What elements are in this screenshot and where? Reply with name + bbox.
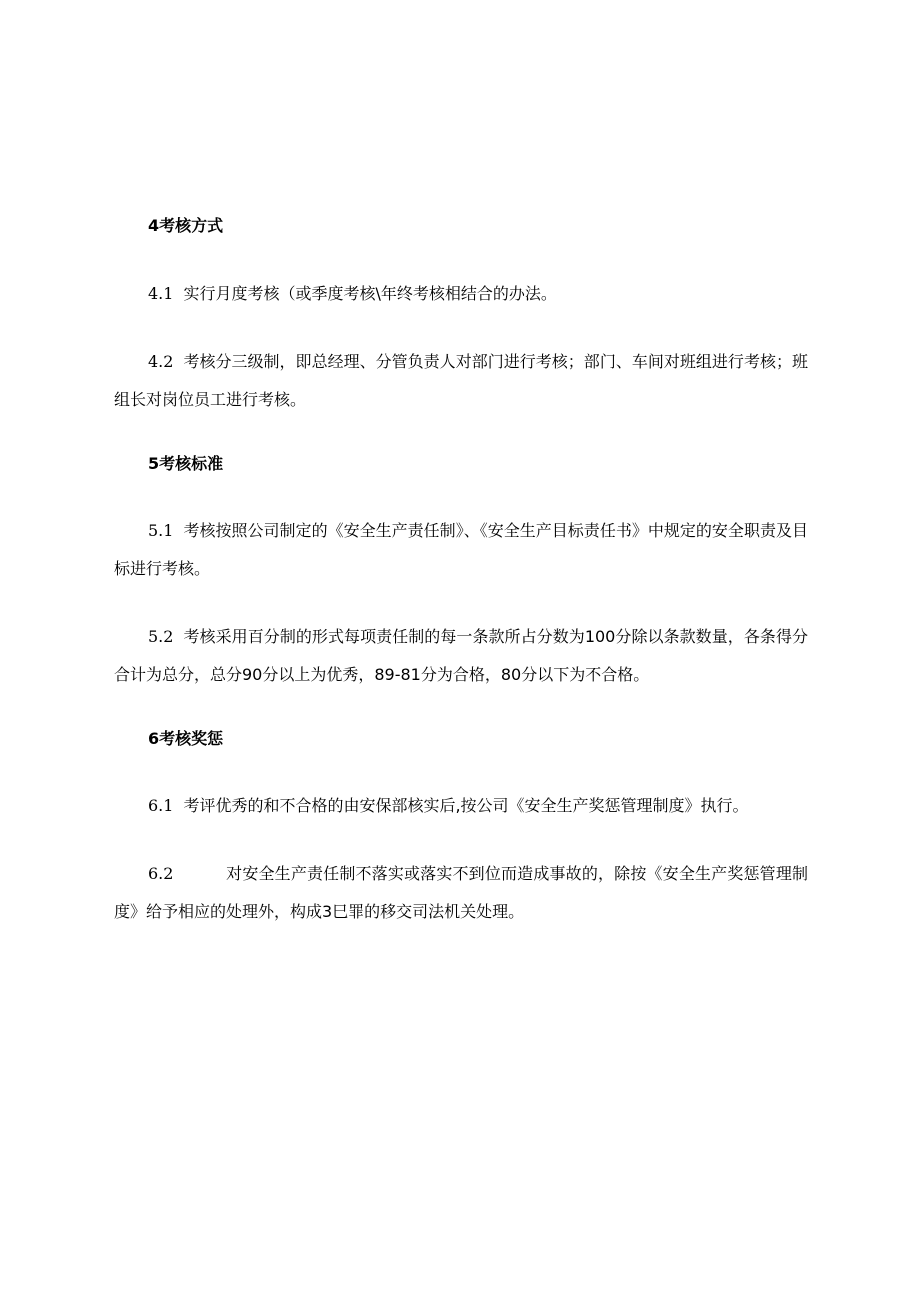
paragraph-number: 5.2 [148,627,174,646]
paragraph-number: 6.1 [148,796,174,815]
paragraph-number: 6.2 [148,864,174,883]
paragraph-text: 考核按照公司制定的《安全生产责任制》、《安全生产目标责任书》中规定的安全职责及目标进行考核。 [114,521,808,578]
paragraph-number: 4.1 [148,284,174,303]
section-heading-5: 5考核标准 [148,454,224,473]
section-heading-4: 4考核方式 [148,216,224,235]
paragraph-text: 考核采用百分制的形式每项责任制的每一条款所占分数为100分除以条款数量，各条得分合计为总分，总分90分以上为优秀，89-81分为合格，80分以下为不合格。 [114,627,808,684]
paragraph-5-2 [114,618,808,694]
paragraph-text: 对安全生产责任制不落实或落实不到位而造成事故的，除按《安全生产奖惩管理制度》给予相应的处理外，构成3巳罪的移交司法机关处理。 [114,864,808,921]
paragraph-text: 考评优秀的和不合格的由安保部核实后,按公司《安全生产奖惩管理制度》执行。 [183,796,749,815]
paragraph-6-1 [114,787,808,825]
paragraph-number: 5.1 [148,521,174,540]
paragraph-4-1 [114,275,808,313]
paragraph-4-2 [114,343,808,419]
paragraph-6-2 [114,855,808,931]
paragraph-text: 实行月度考核（或季度考核\年终考核相结合的办法。 [183,284,557,303]
paragraph-number: 4.2 [148,352,174,371]
paragraph-text: 考核分三级制，即总经理、分管负责人对部门进行考核；部门、车间对班组进行考核；班组长对岗位员工进行考核。 [114,352,808,409]
section-heading-6: 6考核奖惩 [148,729,224,748]
paragraph-5-1 [114,512,808,588]
